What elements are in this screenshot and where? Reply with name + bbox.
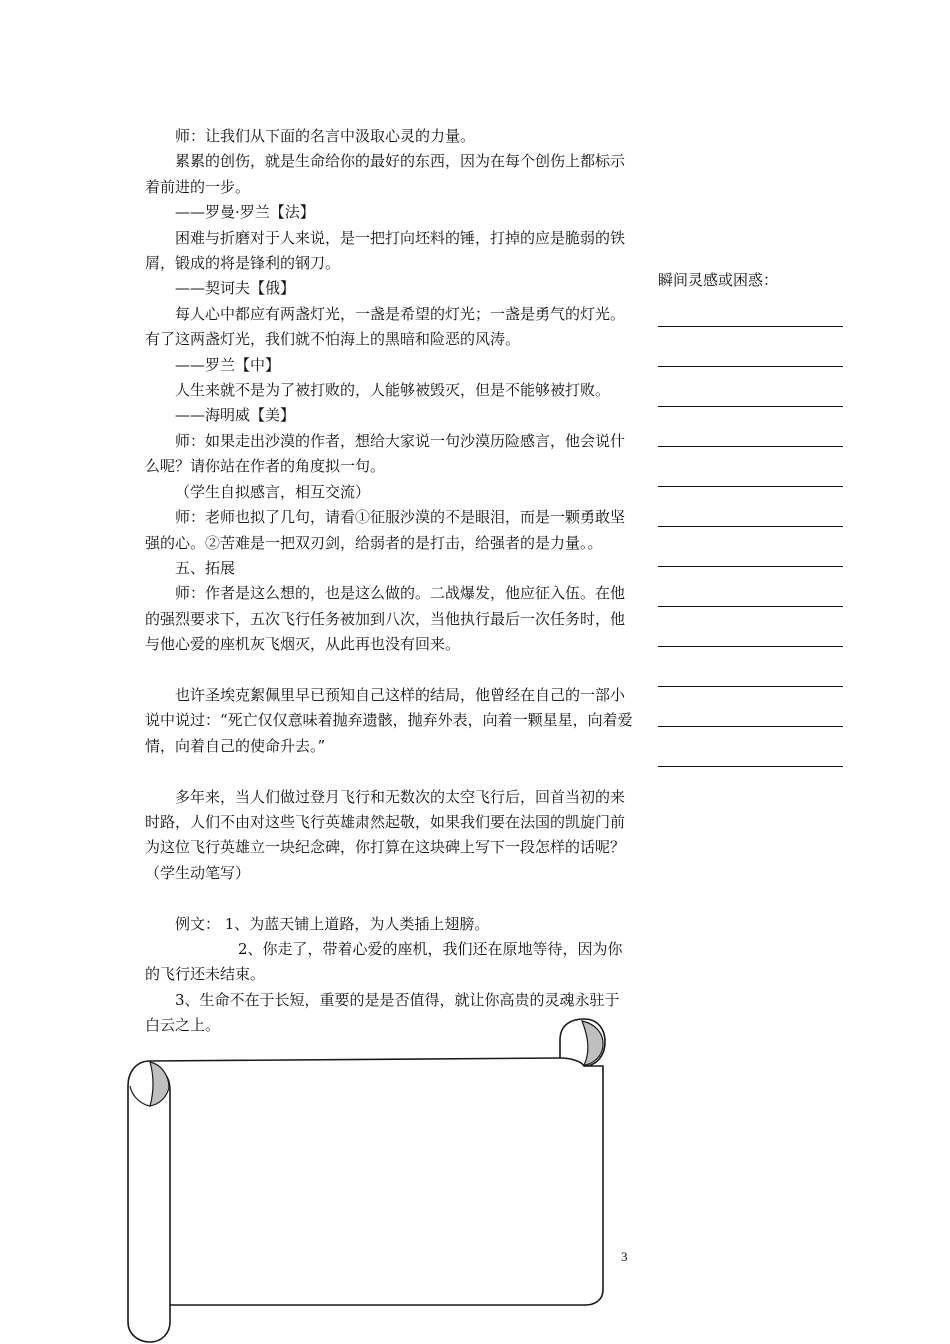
paragraph: 师：让我们从下面的名言中汲取心灵的力量。 xyxy=(175,127,476,145)
example-line: 例文： 1、为蓝天铺上道路，为人类插上翅膀。 xyxy=(175,914,490,933)
section-heading: 五、拓展 xyxy=(175,558,236,577)
paragraph: 也许圣埃克絮佩里早已预知自己这样的结局，他曾经在自己的一部小说中说过：“死亡仅仅意味着抛弃遗骸，抛弃外表，向着一颗星星，向着爱情，向着自己的使命升去。” xyxy=(145,685,633,755)
paragraph: （学生自拟感言，相互交流） xyxy=(175,482,371,501)
attribution: ——海明威【美】 xyxy=(175,406,296,425)
paragraph: 困难与折磨对于人来说，是一把打向坯料的锤，打掉的应是脆弱的铁屑，锻成的将是锋利的钢刀。 xyxy=(145,228,626,273)
paragraph: 每人心中都应有两盏灯光，一盏是希望的灯光；一盏是勇气的灯光。有了这两盏灯光，我们就不怕海上的黑暗和险恶的风涛。 xyxy=(145,304,626,349)
attribution: ——契诃夫【俄】 xyxy=(175,279,296,298)
scroll-body xyxy=(150,1058,603,1305)
paragraph: 师：老师也拟了几句，请看①征服沙漠的不是眼泪，而是一颗勇敢坚强的心。②苦难是一把双刃剑，给弱者的是打击，给强者的是力量。。 xyxy=(145,508,626,552)
attribution: ——罗曼·罗兰【法】 xyxy=(175,203,315,222)
paragraph: 累累的创伤，就是生命给你的最好的东西，因为在每个创伤上都标示着前进的一步。 xyxy=(145,152,626,196)
example-line: 3、生命不在于长短，重要的是是否值得，就让你高贵的灵魂永驻于白云之上。 xyxy=(145,990,620,1035)
margin-notes-title: 瞬间灵感或困惑： xyxy=(658,271,779,289)
paragraph: 多年来，当人们做过登月飞行和无数次的太空飞行后，回首当初的来时路，人们不由对这些飞行英雄肃然起敬，如果我们要在法国的凯旋门前为这位飞行英雄立一块纪念碑，你打算在这块碑上写下一段怎样的话呢？（学生动笔写） xyxy=(145,787,626,882)
paragraph: 人生来就不是为了被打败的，人能够被毁灭，但是不能够被打败。 xyxy=(175,381,611,400)
scroll-left-roll-curl xyxy=(130,1086,150,1106)
scroll-left-roll-shade xyxy=(150,1062,169,1106)
attribution: ——罗兰【中】 xyxy=(175,355,281,374)
paragraph: 师：作者是这么想的，也是这么做的。二战爆发，他应征入伍。在他的强烈要求下，五次飞行任务被加到八次，当他执行最后一次任务时，他与他心爱的座机灰飞烟灭，从此再也没有回来。 xyxy=(145,584,626,654)
scroll-left-roll xyxy=(128,1061,170,1342)
paragraph: 师：如果走出沙漠的作者，想给大家说一句沙漠历险感言，他会说什么呢？请你站在作者的角度拟一句。 xyxy=(145,431,626,476)
example-line: 2、你走了，带着心爱的座机，我们还在原地等待，因为你的飞行还未结束。 xyxy=(145,939,623,984)
page-number: 3 xyxy=(621,1249,628,1264)
